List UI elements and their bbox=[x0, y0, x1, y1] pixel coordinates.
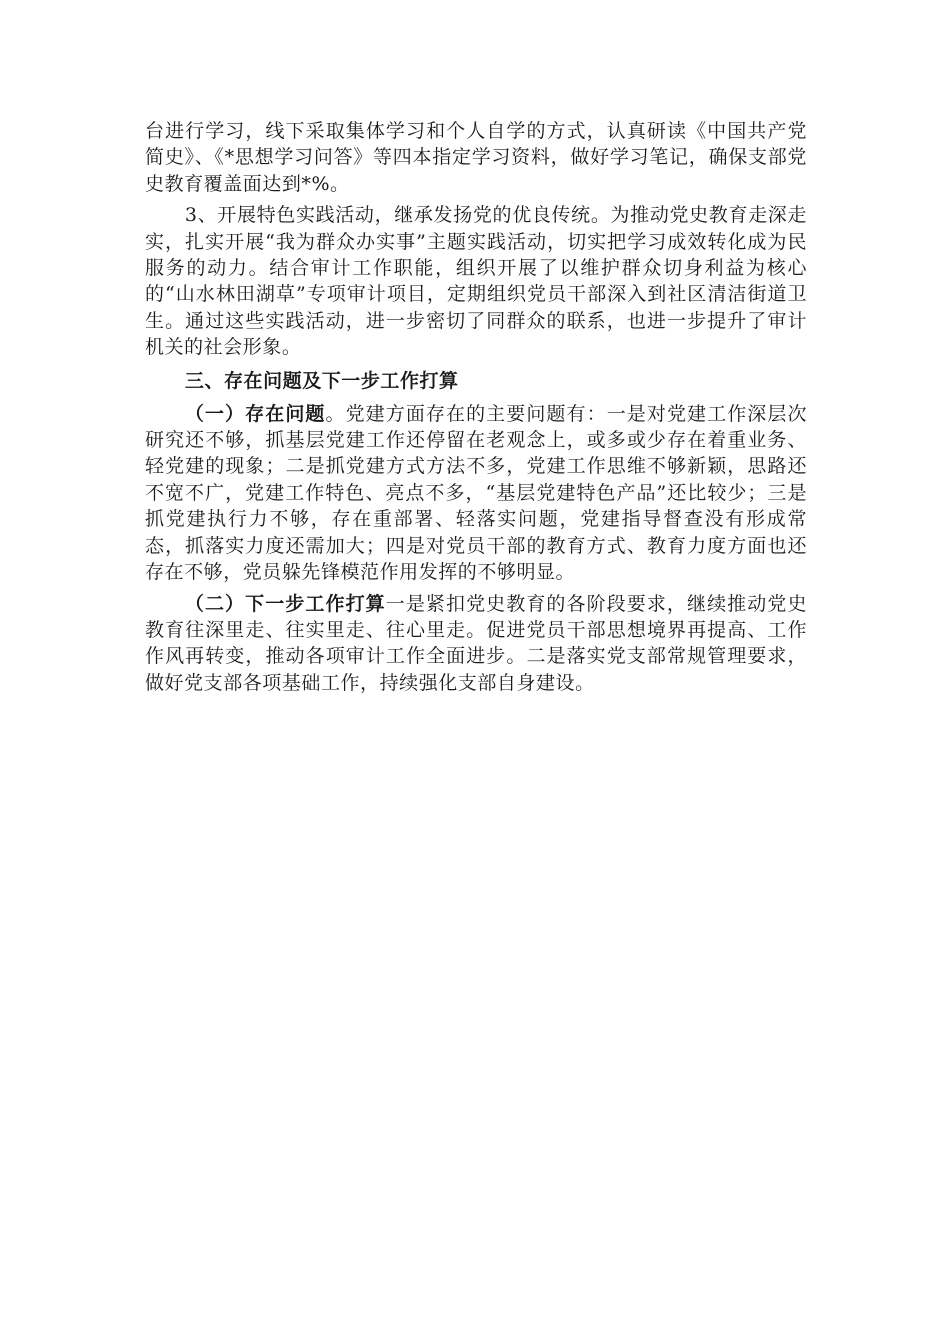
section-heading-problems-and-plans: 三、存在问题及下一步工作打算 bbox=[184, 369, 459, 392]
existing-problems-body: 。党建方面存在的主要问题有：一是对党建工作深层次研究还不够，抓基层党建工作还停留在老观念上，或多或少存在着重业务、轻党建的现象；二是抓党建方式方法不多，党建工作思维不够新颖，思路还不宽不广，党建工作特色、亮点不多，“基层党建特色产品”还比较少；三是抓党建执行力不够，存在重部署、轻落实问题，党建指导督查没有形成常态，抓落实力度还需加大；四是对党员干部的教育方式、教育力度方面也还存在不够，党员躲先锋模范作用发挥的不够明显。 bbox=[145, 402, 808, 584]
document-page bbox=[145, 118, 807, 696]
existing-problems-lead: （一）存在问题 bbox=[184, 402, 326, 425]
next-steps-lead: （二）下一步工作打算 bbox=[184, 592, 386, 615]
next-steps-body: 一是紧扣党史教育的各阶段要求，继续推动党史教育往深里走、往实里走、往心里走。促进党员干部思想境界再提高、工作作风再转变，推动各项审计工作全面进步。二是落实党支部常规管理要求，做好党支部各项基础工作，持续强化支部自身建设。 bbox=[145, 592, 807, 694]
paragraph-study-continuation: 台进行学习，线下采取集体学习和个人自学的方式，认真研读《中国共产党简史》、《*思想学习问答》等四本指定学习资料，做好学习笔记，确保支部党史教育覆盖面达到*%。 bbox=[145, 120, 807, 195]
paragraph-practice-activities: 3、开展特色实践活动，继承发扬党的优良传统。为推动党史教育走深走实，扎实开展“我为群众办实事”主题实践活动，切实把学习成效转化成为民服务的动力。结合审计工作职能，组织开展了以维护群众切身利益为核心的“山水林田湖草”专项审计项目，定期组织党员干部深入到社区清洁街道卫生。通过这些实践活动，进一步密切了同群众的联系，也进一步提升了审计机关的社会形象。 bbox=[145, 204, 807, 359]
paragraph-next-steps bbox=[145, 591, 807, 697]
paragraph-existing-problems bbox=[145, 401, 807, 586]
